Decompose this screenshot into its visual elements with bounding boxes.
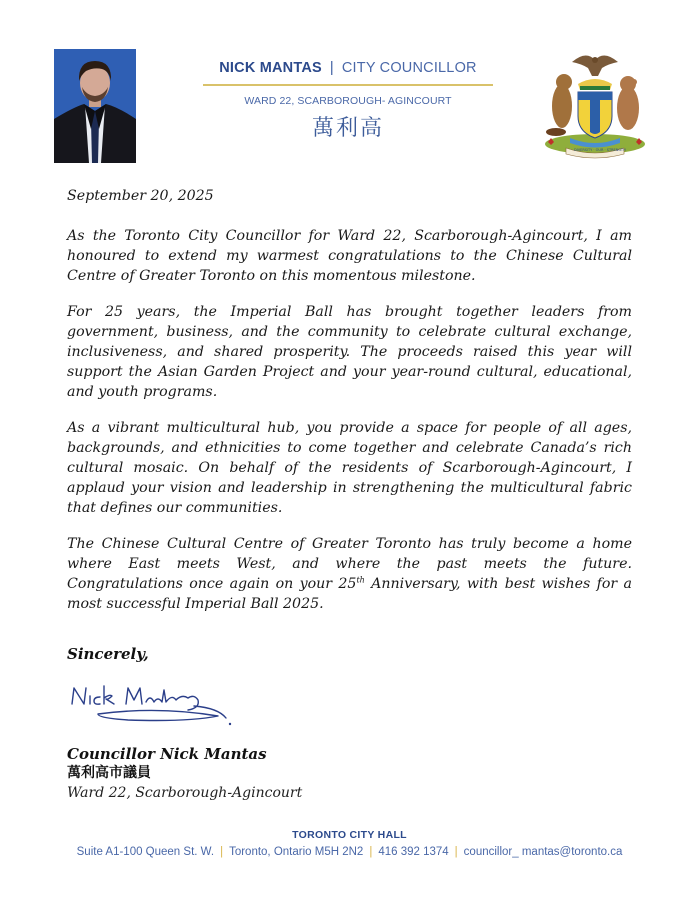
- footer-title: TORONTO CITY HALL: [292, 829, 407, 841]
- footer-contact-line: [0, 846, 699, 858]
- letter-closing: Sincerely,: [67, 645, 149, 663]
- councillor-photo: [54, 49, 136, 163]
- final-paragraph-text-start: The Chinese Cultural Centre of Greater Toronto has truly become a home where East meets West, and where the past meets the future. Congratulations once again on your 25: [67, 536, 632, 592]
- councillor-name: NICK MANTAS: [219, 60, 322, 76]
- portrait-image: [54, 49, 136, 163]
- header-separator: |: [329, 60, 334, 76]
- letter-footer: [0, 829, 699, 858]
- chinese-name: 萬利高: [311, 115, 384, 141]
- letter-body: [67, 186, 632, 630]
- councillor-title: CITY COUNCILLOR: [341, 60, 477, 76]
- letterhead-title-line: [198, 60, 498, 76]
- header-divider: [203, 84, 493, 86]
- footer-address: Suite A1-100 Queen St. W.: [76, 846, 215, 858]
- coat-of-arms-icon: [536, 48, 654, 160]
- footer-city: Toronto, Ontario M5H 2N2: [229, 846, 364, 858]
- letter-date: September 20, 2025: [67, 188, 214, 204]
- letter-paragraph-final: [67, 534, 632, 614]
- letter-paragraph: As the Toronto City Councillor for Ward 22, Scarborough-Agincourt, I am honoured to extend my warmest congratulations to the Chinese Cultural Centre of Greater Toronto on this momentous milestone.: [67, 228, 632, 284]
- signature-block: [67, 744, 302, 803]
- footer-phone: 416 392 1374: [378, 846, 449, 858]
- letterhead: [198, 60, 498, 142]
- signature-image: [68, 680, 248, 728]
- ward-name: WARD 22, SCARBOROUGH- AGINCOURT: [244, 94, 452, 107]
- final-paragraph-text-end: Anniversary, with best wishes for a most successful Imperial Ball 2025.: [67, 576, 633, 612]
- signatory-ward: Ward 22, Scarborough-Agincourt: [67, 785, 303, 801]
- footer-separator: |: [220, 846, 224, 858]
- letter-paragraph: For 25 years, the Imperial Ball has brought together leaders from government, business, and the community to celebrate cultural exchange, inclusiveness, and shared prosperity. The proceeds raised this year will support the Asian Garden Project and your year-round cultural, educational, and youth programs.: [67, 304, 632, 400]
- signature-text: [248, 680, 249, 681]
- footer-separator: |: [454, 846, 458, 858]
- ordinal-superscript: th: [356, 575, 365, 585]
- signatory-name: Councillor Nick Mantas: [67, 745, 267, 763]
- handwritten-signature: [68, 680, 248, 728]
- signatory-chinese-title: 萬利高市議員: [67, 765, 151, 781]
- letter-paragraph: As a vibrant multicultural hub, you provide a space for people of all ages, backgrounds, and ethnicities to come together and celebrate Canada’s rich cultural mosaic. On behalf of the residents of Scarborough-Agincourt, I applaud your vision and leadership in strengthening the multicultural fabric that defines our communities.: [67, 420, 632, 516]
- toronto-coat-of-arms: [536, 48, 654, 160]
- crest-motto: DIVERSITY · OUR · STRENGTH: [574, 148, 626, 152]
- footer-email[interactable]: councillor_ mantas@toronto.ca: [463, 846, 623, 858]
- footer-separator: |: [369, 846, 373, 858]
